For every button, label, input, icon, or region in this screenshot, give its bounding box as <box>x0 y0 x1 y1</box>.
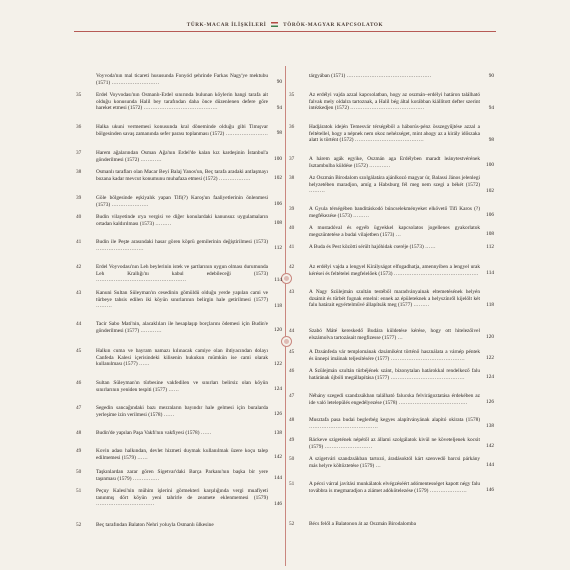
entry-title: A hárem agák egyike, Oszmán aga Erdélyben maradt leánytestvérének Isztambulba küldése (1572) ………… <box>309 156 480 169</box>
toc-entry <box>76 124 282 137</box>
entry-title: Beç tarafından Balaton Nehri yoluyla Osmanlı ülkesine <box>96 522 214 528</box>
entry-title: Halka ukuni vermemesi konusunda kral döneminde olduğu gibi Timışvar bölgesinden savaş zamanında sefer parası toplanması (1572) …………………… <box>96 124 268 137</box>
toc-entry <box>289 417 494 430</box>
toc-entry <box>76 214 282 227</box>
entry-page-number: 106 <box>486 212 494 219</box>
entry-number: 40 <box>76 214 82 220</box>
entry-title: Erdel Voyvodası'nın Osmanlı-Erdel sınırında bulunan köylerin hangi tarafa ait olduğu konusunda Halil bey tarafından daha önce düzenlenen defere göre hareket etmesi (1572) …………………………………… <box>96 92 268 112</box>
toc-entry <box>289 206 494 219</box>
entry-page-number: 90 <box>488 73 494 80</box>
entry-page-number: 94 <box>488 105 494 112</box>
toc-entry <box>289 225 494 238</box>
entry-page-number: 90 <box>276 79 282 86</box>
entry-page-number: 138 <box>274 430 282 437</box>
entry-page-number: 138 <box>486 423 494 430</box>
entry-page-number: 142 <box>486 443 494 450</box>
entry-number: 35 <box>76 92 82 98</box>
toc-entry <box>289 437 494 450</box>
entry-title: Hadjáratok idején Temesvár térségéből a háborús-pénz összegyűjtése azzal a feltétellel, hogy a népnek nem okoz nehézséget, mint ahogy az a király időszaka alatt is történt (1572) ………………………………… <box>309 124 480 144</box>
toc-entry <box>289 289 494 309</box>
toc-entry <box>76 522 282 529</box>
entry-page-number: 124 <box>274 386 282 393</box>
entry-number: 39 <box>76 195 82 201</box>
entry-number: 38 <box>76 169 82 175</box>
entry-number: 37 <box>289 156 295 162</box>
entry-number: 47 <box>289 393 295 399</box>
entry-number: 38 <box>289 175 295 181</box>
entry-title: Tacir Sabo Mati'nin, alacaklıları ile hesaplaşıp borçlarını ödemesi için Budin'e gönderilmesi (1577) ………… <box>96 321 268 334</box>
toc-entry <box>289 124 494 144</box>
toc-entry <box>289 456 494 469</box>
entry-number: 45 <box>76 348 82 354</box>
entry-page-number: 126 <box>486 399 494 406</box>
entry-page-number: 122 <box>486 355 494 362</box>
toc-entry <box>76 405 282 418</box>
entry-number: 47 <box>76 405 82 411</box>
entry-number: 51 <box>76 488 82 494</box>
entry-title: Az Oszmán Birodalom szolgálatára ajánlkozó magyar úr, Balassi János jelenlegi helyzetében maradjon, amíg a Habsburg fél meg nem szegi a békét (1572) ……… <box>309 175 480 195</box>
entry-title: A szigetvári szandzsákban tartozó, áradásoktól kárt szenvedő barcsi párkány más helyre költöztetése (1579) … <box>309 456 480 469</box>
entry-number: 45 <box>289 349 295 355</box>
entry-page-number: 124 <box>486 374 494 381</box>
toc-entry <box>76 92 282 112</box>
entry-page-number: 112 <box>486 244 494 251</box>
entry-title: Bécs felől a Balatonon át az Oszmán Birodalomba <box>309 521 416 527</box>
entry-number: 46 <box>76 380 82 386</box>
toc-entry <box>76 488 282 508</box>
entry-page-number: 108 <box>274 220 282 227</box>
entry-title: A Dzsánfeda vár templomának dzsámiként történő használata a várnép péntek és ünnepi imáinak teljesítésére (1577) …………………………………… <box>309 349 480 362</box>
toc-column-turkish <box>76 73 282 565</box>
entry-number: 44 <box>76 321 82 327</box>
toc-entry <box>76 430 282 437</box>
toc-entry <box>289 368 494 381</box>
toc-entry <box>76 264 282 284</box>
toc-entry <box>289 521 494 528</box>
header-rule <box>74 31 496 32</box>
entry-title: Voyvoda'nın mal ticareti hususunda Fonyód şehrinde Farkas Nagy'ye mektubu (1571) ……………………… <box>96 73 268 86</box>
entry-number: 51 <box>289 481 295 487</box>
entry-title: Az erdélyi vajda a lengyel Királyságot elfogadhatja, amennyiben a lengyel urak kérései és feltételei megfelelőek (1573) ………………………………………… <box>309 264 480 277</box>
toc-entry <box>289 481 494 494</box>
entry-page-number: 126 <box>274 411 282 418</box>
entry-title: Kovin adası halkından, devlet hizmeti duymak kullanılmak üzere koçu talep edilmemesi (1579) …… <box>96 448 268 461</box>
entry-number: 48 <box>289 417 295 423</box>
entry-number: 41 <box>76 239 82 245</box>
toc-entry <box>289 349 494 362</box>
entry-page-number: 144 <box>486 462 494 469</box>
entry-number: 40 <box>289 225 295 231</box>
entry-page-number: 142 <box>274 454 282 461</box>
entry-number: 35 <box>289 92 295 98</box>
entry-page-number: 112 <box>274 245 282 252</box>
entry-page-number: 114 <box>274 277 282 284</box>
entry-number: 48 <box>76 430 82 436</box>
entry-title: Szabó Máté kereskedő Budára küldetése kérése, hogy ott hitelezőivel elszámolva tartozásait megfizesse (1577) … <box>309 328 480 341</box>
entry-title: Göle bölgesinde eşkiyalık yapan Tifi(?) Karoş'un faaliyetlerinin önlenmesi (1573) ………………… <box>96 195 268 208</box>
toc-entry <box>76 290 282 310</box>
entry-page-number: 122 <box>274 361 282 368</box>
entry-number: 43 <box>76 290 82 296</box>
entry-page-number: 144 <box>274 475 282 482</box>
toc-entry <box>76 380 282 393</box>
entry-title: tárgyában (1571) ………………………………………… <box>309 73 432 79</box>
toc-entry <box>76 448 282 461</box>
entry-number: 46 <box>289 368 295 374</box>
entry-title: A pécsi várral javítási munkálatok elvégzéséért adómentességet kapott négy falu továbbra is megmaradjon a ziámet adókötelezése (1579) ………………… <box>309 481 480 494</box>
entry-number: 49 <box>76 448 82 454</box>
entry-page-number: 118 <box>486 302 494 309</box>
entry-page-number: 100 <box>486 162 494 169</box>
toc-list-hungarian <box>289 73 494 565</box>
entry-title: Peçuy Kalesi'nin mühim işlerini görmekteri karşılığında vergi muafiyeti tanınmış dört köyün yeni tahrirle de zeamete eklenmemesi (1579) …………………………… <box>96 488 268 508</box>
toc-entry <box>289 175 494 195</box>
entry-title: Taşkınlardan zarar gören Sigetvar'daki Barça Parkanı'nın başka bir yere taşınması (1579) …………… <box>96 469 268 482</box>
entry-page-number: 98 <box>488 137 494 144</box>
entry-number: 42 <box>289 264 295 270</box>
entry-number: 41 <box>289 244 295 250</box>
entry-title: Kanuni Sultan Süleyman'ın cesedinin gömüldü olduğu yerde yapılan cami ve türbeye tahsis edilen iki köyün sınırlarının belirgin hale getirilmesi (1577) ……… <box>96 290 268 310</box>
entry-title: Budin'de yapılan Paşa Vakfı'nın vakfiyesi (1578) …… <box>96 430 212 436</box>
entry-number: 50 <box>76 469 82 475</box>
column-divider <box>285 66 286 566</box>
entry-page-number: 98 <box>276 130 282 137</box>
flag-ornament-icon <box>271 22 278 27</box>
entry-page-number: 114 <box>486 270 494 277</box>
toc-entry <box>289 156 494 169</box>
entry-page-number: 118 <box>274 303 282 310</box>
entry-title: Sultan Süleyman'ın türbesine vakfedilen ve sınırları belirsiz olan köyün sınırlarının yeniden tespiti (1577) …… <box>96 380 268 393</box>
toc-column-hungarian <box>289 73 494 565</box>
toc-entry <box>76 150 282 163</box>
toc-entry <box>289 244 494 251</box>
entry-number: 44 <box>289 328 295 334</box>
toc-entry <box>76 469 282 482</box>
entry-number: 42 <box>76 264 82 270</box>
entry-title: A Buda és Pest közötti sérült hajóhidak cseréje (1573) …… <box>309 244 436 250</box>
entry-page-number: 102 <box>274 175 282 182</box>
entry-number: 49 <box>289 437 295 443</box>
entry-number: 36 <box>289 124 295 130</box>
entry-page-number: 106 <box>274 201 282 208</box>
header-turkish: TÜRK-MACAR İLİŞKİLERİ <box>186 22 267 28</box>
toc-entry <box>289 73 494 80</box>
toc-list-turkish <box>76 73 282 565</box>
entry-page-number: 100 <box>274 156 282 163</box>
entry-page-number: 146 <box>274 501 282 508</box>
entry-title: Ráckeve szigetének népétől az állami szolgálatok kivül ne követeljenek kocsit (1579) ……………………… <box>309 437 480 450</box>
entry-title: Halkın cuma ve bayram namazı kılınacak camiye olan ihtiyacından dolayı Canfeda Kalesi içerisindeki kilisenin hukukun mümkün ise cami olarak kullanılması (1577) …… <box>96 348 268 368</box>
entry-number: 39 <box>289 206 295 212</box>
entry-title: A Szülejmán szultán türbéjének szánt, bizonytalan határokkal rendelkező falu határának újbóli megállapítása (1577) …………………………………… <box>309 368 480 381</box>
entry-number: 52 <box>289 521 295 527</box>
entry-page-number: 120 <box>486 334 494 341</box>
toc-entry <box>76 321 282 334</box>
entry-page-number: 120 <box>274 327 282 334</box>
entry-number: 36 <box>76 124 82 130</box>
entry-number: 52 <box>76 522 82 528</box>
entry-title: Budin ile Peşte arasındaki hasar gören köprü gemilerinin değiştirilmesi (1573) ……………………… <box>96 239 268 252</box>
entry-page-number: 108 <box>486 231 494 238</box>
entry-page-number: 102 <box>486 188 494 195</box>
entry-page-number: 146 <box>486 487 494 494</box>
toc-entry <box>76 73 282 86</box>
entry-title: Néhány szegedi szandzsákban található falucska felvirágoztatása érdekében az ide való letelepülés engedélyezése (1578) ………………………………… <box>309 393 480 406</box>
entry-number: 50 <box>289 456 295 462</box>
toc-entry <box>289 393 494 406</box>
toc-entry <box>76 239 282 252</box>
entry-number: 37 <box>76 150 82 156</box>
header-hungarian: TÖRÖK-MAGYAR KAPCSOLATOK <box>283 22 384 28</box>
entry-title: Harem ağalarından Osman Ağa'nın Erdel'de kalan kız kardeşinin İstanbul'a gönderilmesi (1572) ………… <box>96 150 268 163</box>
entry-title: Musztafa pasa budai beglerbég kegyes alapítványának alapító okirata (1578) ………………………………… <box>309 417 480 430</box>
toc-entry <box>76 348 282 368</box>
toc-entry <box>289 92 494 112</box>
entry-title: Budin vilayetinde ırya vergisi ve diğer konulardaki kanunsuz uygulamaların ortadan kaldırılması (1573) ……… <box>96 214 268 227</box>
entry-title: A mustadóval és egyéb ügyekkel kapcsolatos jogellenes gyakorlatok megszüntetése a budai vilajetben (1573) … <box>309 225 480 238</box>
toc-entry <box>76 169 282 182</box>
entry-title: A Nagy Szülejmán szultán testéből maradványainak eltemetésének helyén dzsámit és türbét fognak emelni: ennek az épületeknek a helyszínről kijelölt két falu határait egyértelművé állapítsák meg (1577) ……… <box>309 289 480 309</box>
toc-entry <box>289 264 494 277</box>
entry-page-number: 94 <box>276 105 282 112</box>
entry-title: Az erdélyi vajda azzal kapcsolatban, hogy az oszmán–erdélyi határon található falvak mely oldalra tartoznak, a Halil bég által korábban kiállított defter szerint intézkedjen (1572) …………………………………… <box>309 92 480 112</box>
entry-title: Segedin sancağındaki bazı mezraların bayındır hale gelmesi için buralarda yerleşime izin verilmesi (1578) …… <box>96 405 268 418</box>
toc-entry <box>289 328 494 341</box>
entry-title: Osmanlı tarafları olan Macar Beyi Balaj Yanos'un, Beç tarafa aradaki antlaşmayı bozana kadar mevcut konumunu muhafaza etmesi (1572) ……………… <box>96 169 268 182</box>
entry-number: 43 <box>289 289 295 295</box>
toc-entry <box>76 195 282 208</box>
entry-title: Erdel Voyvodası'nın Leh beylerinin istek ve şartlarının uygun olması durumunda Leh Krallığı'nı kabul edebileceği (1573) …………………………………………… <box>96 264 268 284</box>
running-header <box>0 22 570 28</box>
entry-title: A Gyula térségében banditáskodó búncselekményeket elkövető Tifi Karos (?) megfékezése (1573) ……… <box>309 206 480 219</box>
